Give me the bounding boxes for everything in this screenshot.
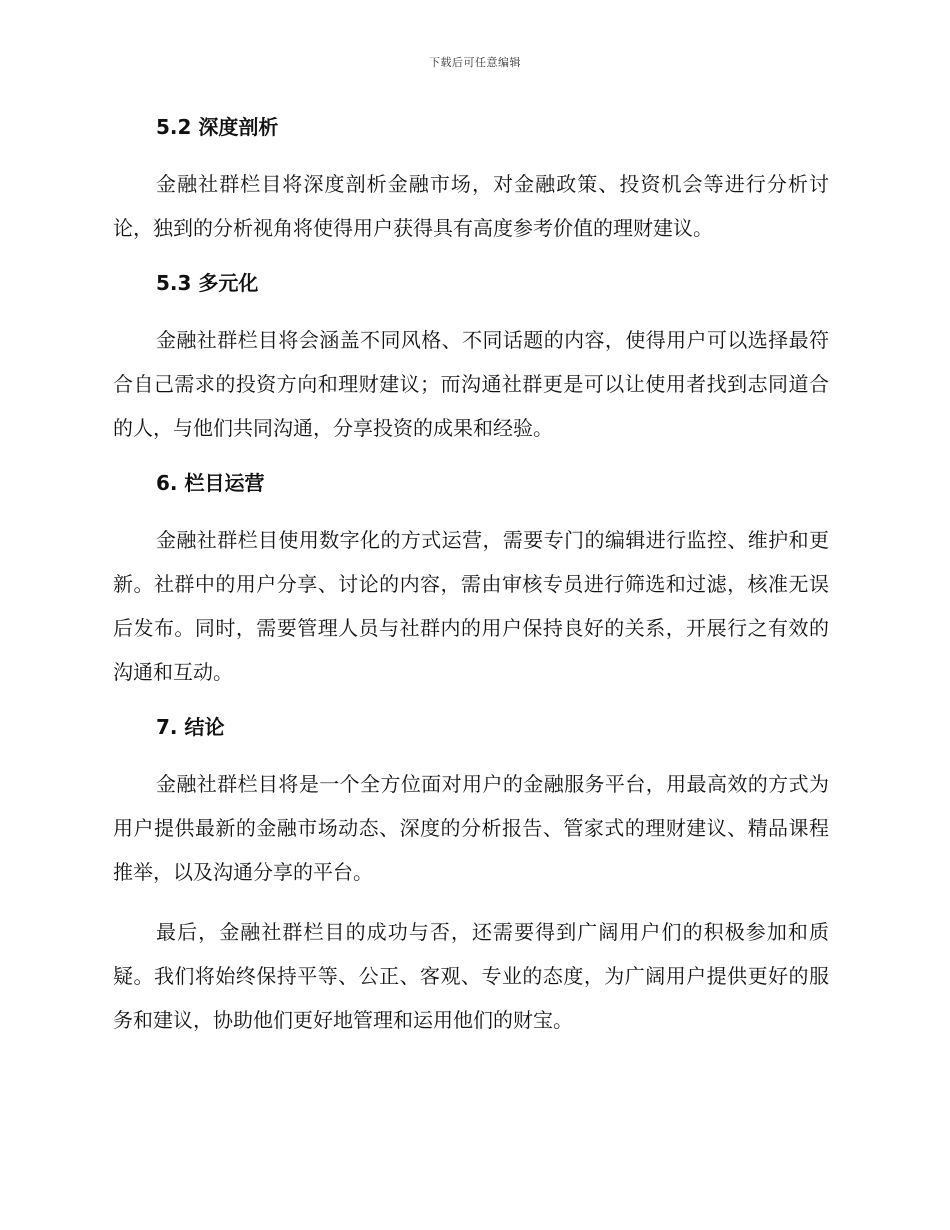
section-heading: 5.3 多元化 [156,271,259,295]
section-heading: 7. 结论 [156,715,225,739]
section-conclusion [113,710,829,1042]
paragraph: 金融社群栏目将会涵盖不同风格、不同话题的内容，使得用户可以选择最符合自己需求的投资方向和理财建议；而沟通社群更是可以让使用者找到志同道合的人，与他们共同沟通，分享投资的成果和经验。 [113,328,829,440]
section-heading: 5.2 深度剖析 [156,115,279,139]
paragraph: 金融社群栏目将是一个全方位面对用户的金融服务平台，用最高效的方式为用户提供最新的金融市场动态、深度的分析报告、管家式的理财建议、精品课程推举，以及沟通分享的平台。 [113,772,829,884]
page-header: 下载后可任意编辑 [429,56,521,69]
section-operations [113,466,829,694]
section-deep-analysis [113,110,829,250]
document-body [113,110,829,1042]
paragraph: 金融社群栏目将深度剖析金融市场，对金融政策、投资机会等进行分析讨论，独到的分析视角将使得用户获得具有高度参考价值的理财建议。 [113,172,829,240]
section-diversification [113,266,829,450]
paragraph: 最后，金融社群栏目的成功与否，还需要得到广阔用户们的积极参加和质疑。我们将始终保持平等、公正、客观、专业的态度，为广阔用户提供更好的服务和建议，协助他们更好地管理和运用他们的财宝。 [113,920,829,1032]
section-heading: 6. 栏目运营 [156,471,265,495]
paragraph: 金融社群栏目使用数字化的方式运营，需要专门的编辑进行监控、维护和更新。社群中的用户分享、讨论的内容，需由审核专员进行筛选和过滤，核准无误后发布。同时，需要管理人员与社群内的用户保持良好的关系，开展行之有效的沟通和互动。 [113,528,829,684]
